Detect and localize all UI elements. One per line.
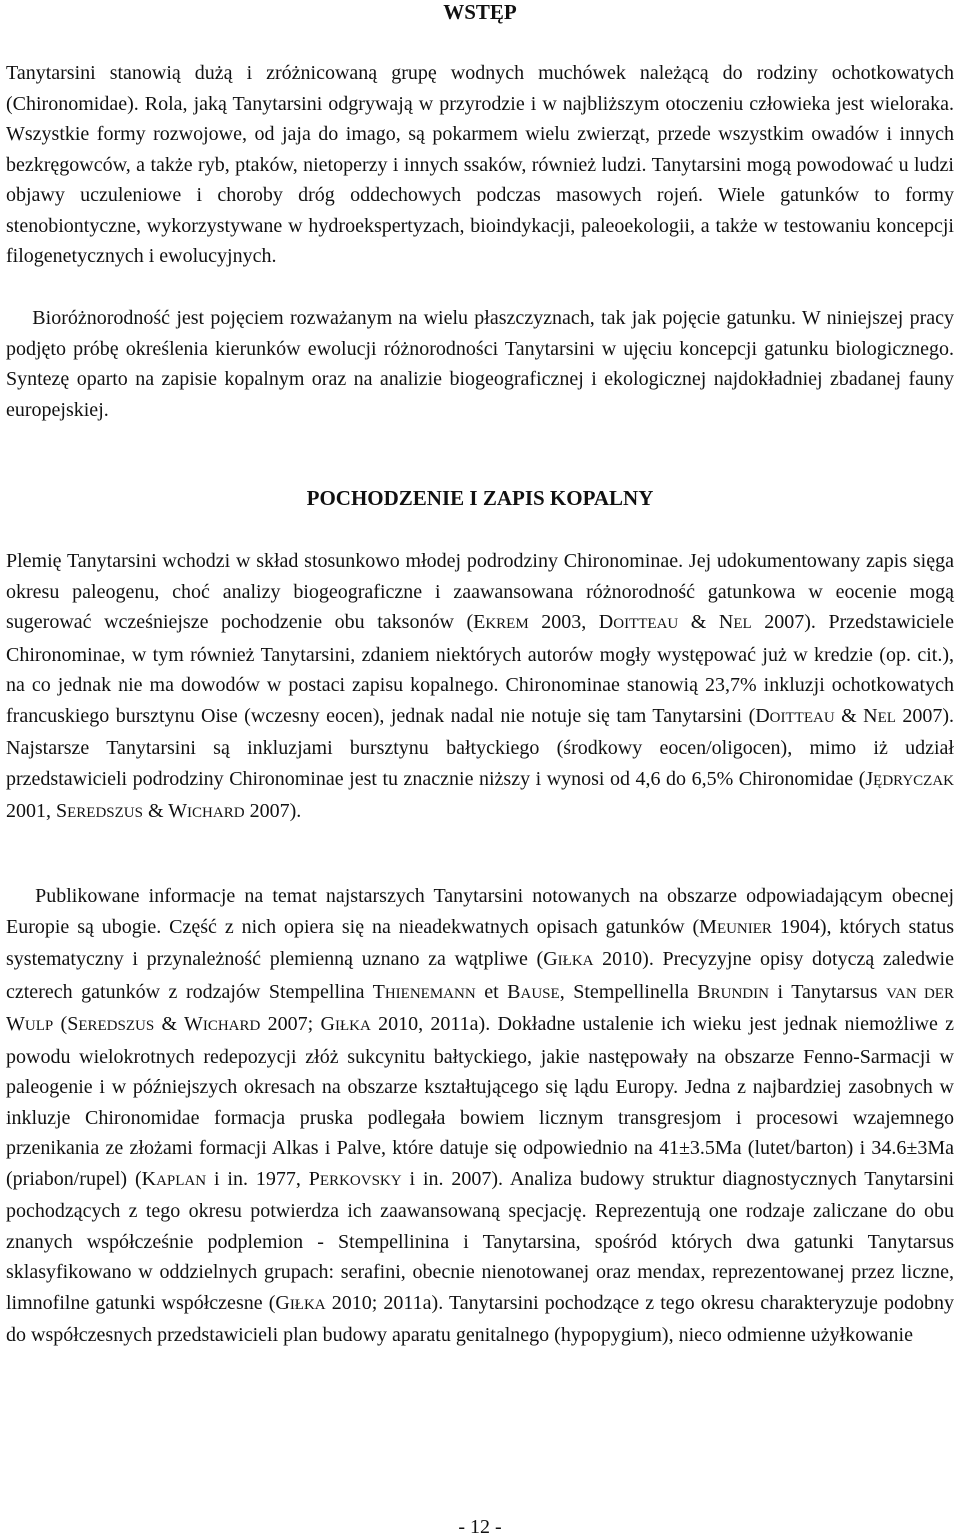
text-run: & N [834, 704, 878, 727]
text-run: 2007). Przedstawiciele Chironominae, w tym również Tanytarsini, zdaniem niektórych autorów mogły występować już w kredzie (op. cit.), na co jednak nie ma dowodów w postaci zapisu kopalnego. Chironominae stanowią 23,7% inkluzji ochotkowatych francuskiego bursztynu Oise (wczesny eocen), jednak nadal nie notuje się tam Tanytarsini (D [6, 611, 954, 727]
page-number: - 12 - [458, 1516, 502, 1538]
author-smallcaps: IŁKA [557, 953, 594, 969]
author-smallcaps: OITTEAU [769, 709, 835, 726]
text-run: & W [154, 1013, 203, 1035]
text-run: (S [53, 1013, 79, 1035]
text-run: i in. 1977, P [206, 1167, 320, 1190]
author-smallcaps: EUNIER [716, 920, 772, 937]
text-run: i in. 2007). Analiza budowy struktur diagnostycznych Tanytarsini pochodzących z tego okresu potwierdza ich zaawansowaną specjację. Reprezentują one rodzaje zaliczane do obu znanych współcześnie podplemion - Stempellinina i Tanytarsina, spośród których dwa gatunki Tanytarsus sklasyfikowano w oddzielnych grupach: serafini, obecnie nienotowanej oraz mendax, reprezentowanej przez liczne, limnofilne gatunki współczesne (G [6, 1167, 954, 1314]
author-smallcaps: ERKOVSKY [319, 1172, 402, 1189]
text-run: , Stempellinella B [559, 980, 711, 1003]
paragraph-fossil-2 [6, 881, 954, 1351]
author-smallcaps: HIENEMANN [384, 985, 476, 1002]
text-run: & W [142, 800, 188, 822]
author-smallcaps: ICHARD [187, 805, 245, 821]
author-smallcaps: RUNDIN [710, 985, 769, 1002]
text-run: 2007). Najstarsze Tanytarsini są inkluzjami bursztynu bałtyckiego (środkowy eocen/oligocen), mimo iż udział przedstawicieli podrodziny Chironominae jest tu znacznie niższy i wynosi od 4,6 do 6,5% Chironomidae (J [6, 704, 954, 790]
author-smallcaps: APLAN [156, 1172, 207, 1189]
section-heading-fossil: POCHODZENIE I ZAPIS KOPALNY [306, 486, 654, 510]
text-run: 2010, 2011a). Dokładne ustalenie ich wieku jest jednak niemożliwe z powodu wielokrotnych redepozycji złóż sukcynitu bałtyckiego, jakie następowały na obszarze Fenno-Sarmacji w paleogenie i w późniejszych okresach na obszarze kształtującego się lądu Europy. Jedna z najbardziej zasobnych w inkluzje Chironomidae formacja pruska podlegała bowiem licznym transgresjom i procesowi wzajemnego przenikania ze złożami formacji Alkas i Palve, które datuje się odpowiednio na 41±3.5Ma (lutet/barton) i 34.6±3Ma (priabon/rupel) (K [6, 1013, 954, 1190]
author-smallcaps: VAN DER [886, 985, 954, 1002]
text-run: i Tanytarsus [768, 980, 887, 1003]
text-run: 2007). [244, 800, 302, 822]
text-run: et B [475, 980, 521, 1003]
text-run: 2003, D [528, 611, 614, 633]
text-run: Publikowane informacje na temat najstarszych Tanytarsini notowanych na obszarze odpowiadającym obecnej Europie są ubogie. Część z nich opiera się na nieadekwatnych opisach gatunków (M [6, 885, 955, 938]
author-smallcaps: ULP [24, 1018, 54, 1034]
paragraph-intro-2 [6, 303, 954, 425]
author-smallcaps: EREDSZUS [67, 805, 143, 821]
paragraph-intro-2-text: Bioróżnorodność jest pojęciem rozważanym na wielu płaszczyznach, tak jak pojęcie gatunku. W niniejszej pracy podjęto próbę określenia kierunków ewolucji różnorodności Tanytarsini w ujęciu koncepcji gatunku biologicznego. Syntezę oparto na zapisie kopalnym oraz na analizie biogeograficznej i ekologicznej najdokładniej zbadanej fauny europejskiej. [6, 307, 955, 421]
paragraph-intro-1: Tanytarsini stanowią dużą i zróżnicowaną grupę wodnych muchówek należącą do rodziny ochotkowatych (Chironomidae). Rola, jaką Tanytarsini odgrywają w przyrodzie i w najbliższym otoczeniu człowieka jest wieloraka. Wszystkie formy rozwojowe, od jaja do imago, są pokarmem wielu zwierząt, przede wszystkim owadów i innych bezkręgowców, a także ryb, ptaków, nietoperzy i innych ssaków, również ludzi. Tanytarsini mogą powodować u ludzi objawy uczuleniowe i choroby dróg oddechowych podczas masowych rojeń. Wiele gatunków to formy stenobiontyczne, wykorzystywane w hydroekspertyzach, bioindykacji, paleoekologii, a także w testowaniu koncepcji filogenetycznych i ewolucyjnych. [6, 62, 954, 267]
author-smallcaps: KREM [485, 616, 529, 632]
text-run: W [6, 1013, 25, 1035]
author-smallcaps: ICHARD [202, 1018, 261, 1034]
text-run: 2001, S [6, 800, 68, 822]
text-run: & N [678, 611, 734, 633]
author-smallcaps: ĘDRYCZAK [873, 772, 954, 789]
text-run: 2010). Precyzyjne opisy dotyczą zaledwie czterech gatunków z rodzajów Stempellina T [6, 948, 954, 1003]
author-smallcaps: IŁKA [289, 1296, 326, 1313]
author-smallcaps: EL [733, 616, 752, 632]
text-run: 1904), których status systematyczny i przynależność plemienną uznano za wątpliwe (G [6, 915, 955, 970]
author-smallcaps: EREDSZUS [78, 1018, 155, 1034]
text-run: 2010; 2011a). Tanytarsini pochodzące z tego okresu charakteryzuje podobny do współczesnych przedstawicieli plan budowy aparatu genitalnego (hypopygium), nieco odmienne użyłkowanie [6, 1291, 954, 1346]
author-smallcaps: OITTEAU [613, 616, 679, 632]
author-smallcaps: EL [877, 709, 896, 726]
text-run: Plemię Tanytarsini wchodzi w skład stosunkowo młodej podrodziny Chironominae. Jej udokumentowany zapis sięga okresu paleogenu, choć analizy biogeograficzne i zaawansowana różnorodność gatunkowa w eocenie mogą sugerować wcześniejsze pochodzenie obu taksonów (E [6, 550, 954, 633]
paragraph-fossil-1 [6, 546, 954, 829]
section-heading-intro: WSTĘP [443, 0, 517, 24]
text-run: 2007; G [260, 1013, 335, 1035]
author-smallcaps: IŁKA [334, 1018, 371, 1034]
author-smallcaps: AUSE [520, 985, 560, 1002]
